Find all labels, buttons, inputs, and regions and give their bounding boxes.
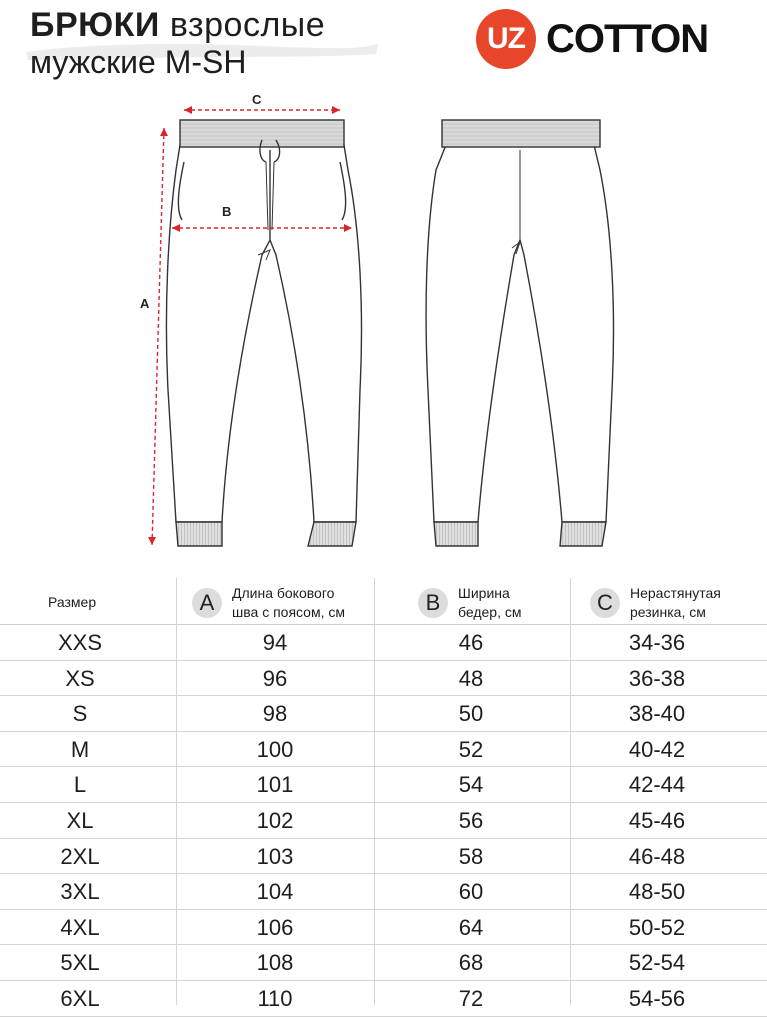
cell-c: 36-38 — [628, 665, 686, 691]
dimension-label-a: A — [140, 296, 150, 311]
cell-size: S — [72, 701, 88, 727]
header-c-line2: резинка, см — [630, 604, 706, 620]
cell-c: 34-36 — [628, 630, 686, 655]
cell-b: 72 — [458, 985, 484, 1011]
cell-a: 110 — [257, 985, 293, 1011]
cell-size: 5XL — [60, 950, 100, 976]
cell-a: 108 — [256, 950, 294, 976]
cell-b: 64 — [458, 914, 484, 940]
cell-b: 54 — [458, 772, 484, 798]
cell-size: XS — [65, 665, 95, 691]
table-row — [0, 910, 767, 946]
cell-c: 40-42 — [628, 736, 686, 762]
table-row — [0, 839, 767, 875]
header-b-line1: Ширина — [458, 585, 510, 601]
pants-drawing — [0, 90, 767, 570]
table-row — [0, 981, 767, 1017]
cell-a: 104 — [256, 879, 294, 905]
header-a-line2: шва с поясом, см — [232, 604, 345, 620]
cell-b: 50 — [458, 701, 484, 727]
cell-size: XXS — [57, 630, 103, 655]
logo-mark: UZ — [476, 9, 536, 69]
cell-a: 101 — [256, 772, 294, 798]
cell-c: 50-52 — [628, 914, 686, 940]
badge-c: C — [590, 588, 620, 618]
cell-size: XL — [66, 807, 94, 833]
cell-b: 46 — [458, 630, 484, 655]
header-size: Размер — [48, 594, 97, 610]
header-c-text — [630, 584, 721, 622]
cell-size: 6XL — [60, 985, 100, 1011]
cell-b: 58 — [458, 843, 484, 869]
table-row — [0, 945, 767, 981]
header-b-line2: бедер, см — [458, 604, 522, 620]
header-c-line1: Нерастянутая — [630, 585, 721, 601]
table-row — [0, 874, 767, 910]
cell-c: 52-54 — [628, 950, 686, 976]
header-b-text — [458, 584, 522, 622]
cell-a: 103 — [256, 843, 294, 869]
title-bold: БРЮКИ — [30, 6, 160, 44]
table-body — [0, 625, 767, 1017]
table-header — [0, 578, 767, 625]
front-view — [166, 120, 361, 546]
header-a-line1: Длина бокового — [232, 585, 335, 601]
table-row — [0, 732, 767, 768]
cell-size: 2XL — [60, 843, 100, 869]
cell-a: 96 — [262, 665, 288, 691]
cell-a: 98 — [262, 701, 288, 727]
cell-size: L — [73, 772, 87, 798]
size-table — [0, 578, 767, 1017]
pants-diagram — [0, 90, 767, 570]
cell-b: 48 — [458, 665, 484, 691]
table-row — [0, 696, 767, 732]
cell-c: 38-40 — [628, 701, 686, 727]
table-row — [0, 625, 767, 661]
cell-b: 68 — [458, 950, 484, 976]
cell-b: 56 — [458, 807, 484, 833]
cell-c: 48-50 — [628, 879, 686, 905]
brand-logo — [476, 9, 726, 69]
logo-text: COTTON — [546, 17, 709, 61]
page-title — [30, 6, 325, 45]
back-view — [426, 120, 613, 546]
cell-a: 100 — [256, 736, 294, 762]
badge-b: B — [418, 588, 448, 618]
cell-a: 102 — [256, 807, 294, 833]
table-row — [0, 803, 767, 839]
cell-c: 42-44 — [628, 772, 686, 798]
table-row — [0, 661, 767, 697]
dimension-label-c: C — [252, 92, 262, 107]
cell-size: M — [70, 736, 90, 762]
cell-b: 52 — [458, 736, 484, 762]
cell-c: 46-48 — [628, 843, 686, 869]
badge-a: A — [192, 588, 222, 618]
cell-a: 94 — [262, 630, 288, 655]
cell-b: 60 — [458, 879, 484, 905]
cell-a: 106 — [256, 914, 294, 940]
dimension-label-b: B — [222, 204, 232, 219]
cell-size: 4XL — [60, 914, 100, 940]
page-header — [0, 0, 767, 90]
cell-size: 3XL — [60, 879, 100, 905]
page-subtitle: мужские M-SH — [30, 44, 247, 80]
cell-c: 45-46 — [628, 807, 686, 833]
header-a-text — [232, 584, 345, 622]
title-rest: взрослые — [169, 6, 326, 44]
cell-c: 54-56 — [628, 985, 686, 1011]
table-row — [0, 767, 767, 803]
